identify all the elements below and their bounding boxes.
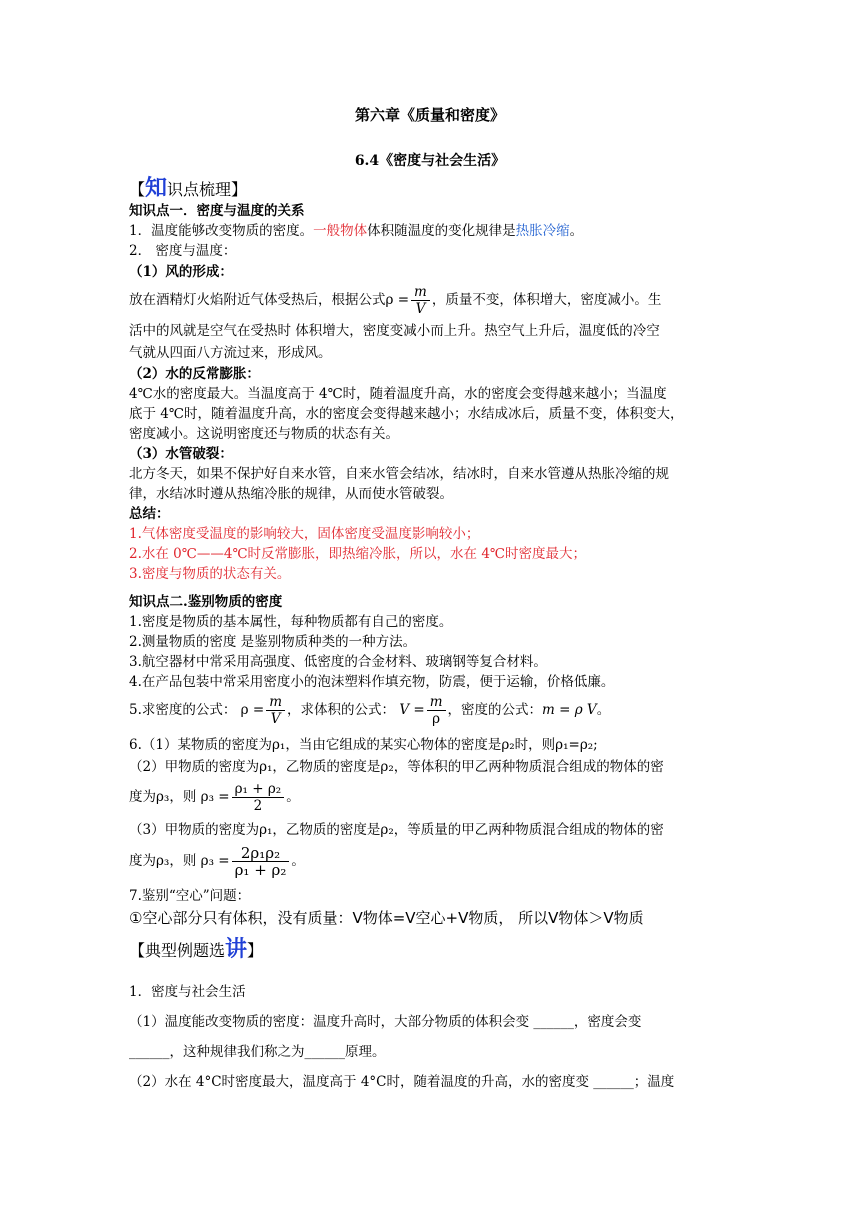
point2-line4: 4.在产品包装中常采用密度小的泡沫塑料作填充物，防震，便于运输，价格低廉。 [129,674,615,690]
point2-line9: （3）甲物质的密度为ρ₁，乙物质的密度是ρ₂，等质量的甲乙两种物质混合组成的物体的密 [129,822,664,838]
wind-title: （1）风的形成： [129,264,233,280]
density-fraction: $\frac{m}{V}$ [411,284,430,317]
volume-fraction: $\frac{m}{\rho}$ [427,694,446,727]
summary-item-3: 3.密度与物质的状态有关。 [129,566,291,582]
water-line2: 底于 4℃时，随着温度升高，水的密度会变得越来越小；水结成冰后，质量不变，体积变大， [129,406,684,422]
water-line1: 4℃水的密度最大。当温度高于 4℃时，随着温度升高，水的密度会变得越来越小；当温度 [129,386,667,402]
water-line3: 密度减小。这说明密度还与物质的状态有关。 [129,426,399,442]
pipe-line2: 律，水结冰时遵从热缩冷胀的规律，从而使水管破裂。 [129,486,453,502]
chapter-title: 第六章《质量和密度》 [354,106,505,124]
point2-line1: 1.密度是物质的基本属性，每种物质都有自己的密度。 [129,614,453,630]
wind-formula-line: 放在酒精灯火焰附近气体受热后，根据公式ρ = $\frac{m}{V}$ ，质量不变，体积增大，密度减小。生 [129,284,662,317]
point2-line6: 6.（1）某物质的密度为ρ₁，当由它组成的某实心物体的密度是ρ₂时，则ρ₁=ρ₂; [129,737,598,753]
question-1-line2: ______，这种规律我们称之为______原理。 [129,1044,386,1060]
question-1-line3: （2）水在 4°C时密度最大，温度高于 4°C时，随着温度的升高，水的密度变 ______；温度 [129,1074,675,1090]
summary-item-1: 1.气体密度受温度的影响较大，固体密度受温度影响较小； [129,526,480,542]
knowledge-heading: 【知识点梳理】 [129,175,248,201]
point2-line12: ①空心部分只有体积，没有质量：V物体=V空心+V物质， 所以V物体＞V物质 [129,909,644,927]
heading-big-char: 知 [145,175,168,201]
point2-line7: （2）甲物质的密度为ρ₁，乙物质的密度是ρ₂，等体积的甲乙两种物质混合组成的物体的密 [129,759,664,775]
point1-line2: 2． 密度与温度： [129,243,237,259]
formulas-line: 5.求密度的公式： ρ = $\frac{m}{V}$ ，求体积的公式： V = $\frac{m}{\rho}$ ，密度的公式：m = ρ V。 [129,694,611,727]
examples-heading: 【典型例题选讲】 [129,936,264,962]
point2-line11: 7.鉴别“空心”问题： [129,888,251,904]
water-title: （2）水的反常膨胀： [129,366,260,382]
question-1-line1: （1）温度能改变物质的密度：温度升高时，大部分物质的体积会变 ______，密度会变 [129,1014,642,1030]
section-title: 6.4《密度与社会生活》 [354,153,506,169]
pipe-title: （3）水管破裂： [129,446,233,462]
point2-title: 知识点二.鉴别物质的密度 [129,594,283,610]
mix-mass-fraction: $\frac{\text{2ρ₁ρ₂}}{\text{ρ₁ + ρ₂}}$ [232,845,290,878]
rho-fraction: $\frac{m}{V}$ [266,694,285,727]
point1-title: 知识点一．密度与温度的关系 [129,203,305,219]
wind-line2: 活中的风就是空气在受热时 体积增大，密度变减小而上升。热空气上升后，温度低的冷空 [129,323,660,339]
pipe-line1: 北方冬天，如果不保护好自来水管，自来水管会结冰，结冰时，自来水管遵从热胀冷缩的规 [129,466,669,482]
point2-line3: 3.航空器材中常采用高强度、低密度的合金材料、玻璃钢等复合材料。 [129,654,547,670]
summary-item-2: 2.水在 0℃——4℃时反常膨胀，即热缩冷胀，所以，水在 4℃时密度最大； [129,546,587,562]
mix-volume-fraction: $\frac{\text{ρ₁ + ρ₂}}{2}$ [232,781,285,814]
point2-line2: 2.测量物质的密度 是鉴别物质种类的一种方法。 [129,634,417,650]
question-1-title: 1．密度与社会生活 [129,984,246,1000]
point1-line1: 1．温度能够改变物质的密度。一般物体体积随温度的变化规律是热胀冷缩。 [129,223,584,239]
summary-title: 总结： [129,506,170,522]
wind-line3: 气就从四面八方流过来，形成风。 [129,345,332,361]
heading-big-char: 讲 [225,936,248,962]
point2-line10: 度为ρ₃，则 ρ₃ = $\frac{\text{2ρ₁ρ₂}}{\text{ρ₁ + ρ₂}}$ 。 [129,844,305,879]
point2-line8: 度为ρ₃，则 ρ₃ = $\frac{\text{ρ₁ + ρ₂}}{2}$ 。 [129,781,300,814]
